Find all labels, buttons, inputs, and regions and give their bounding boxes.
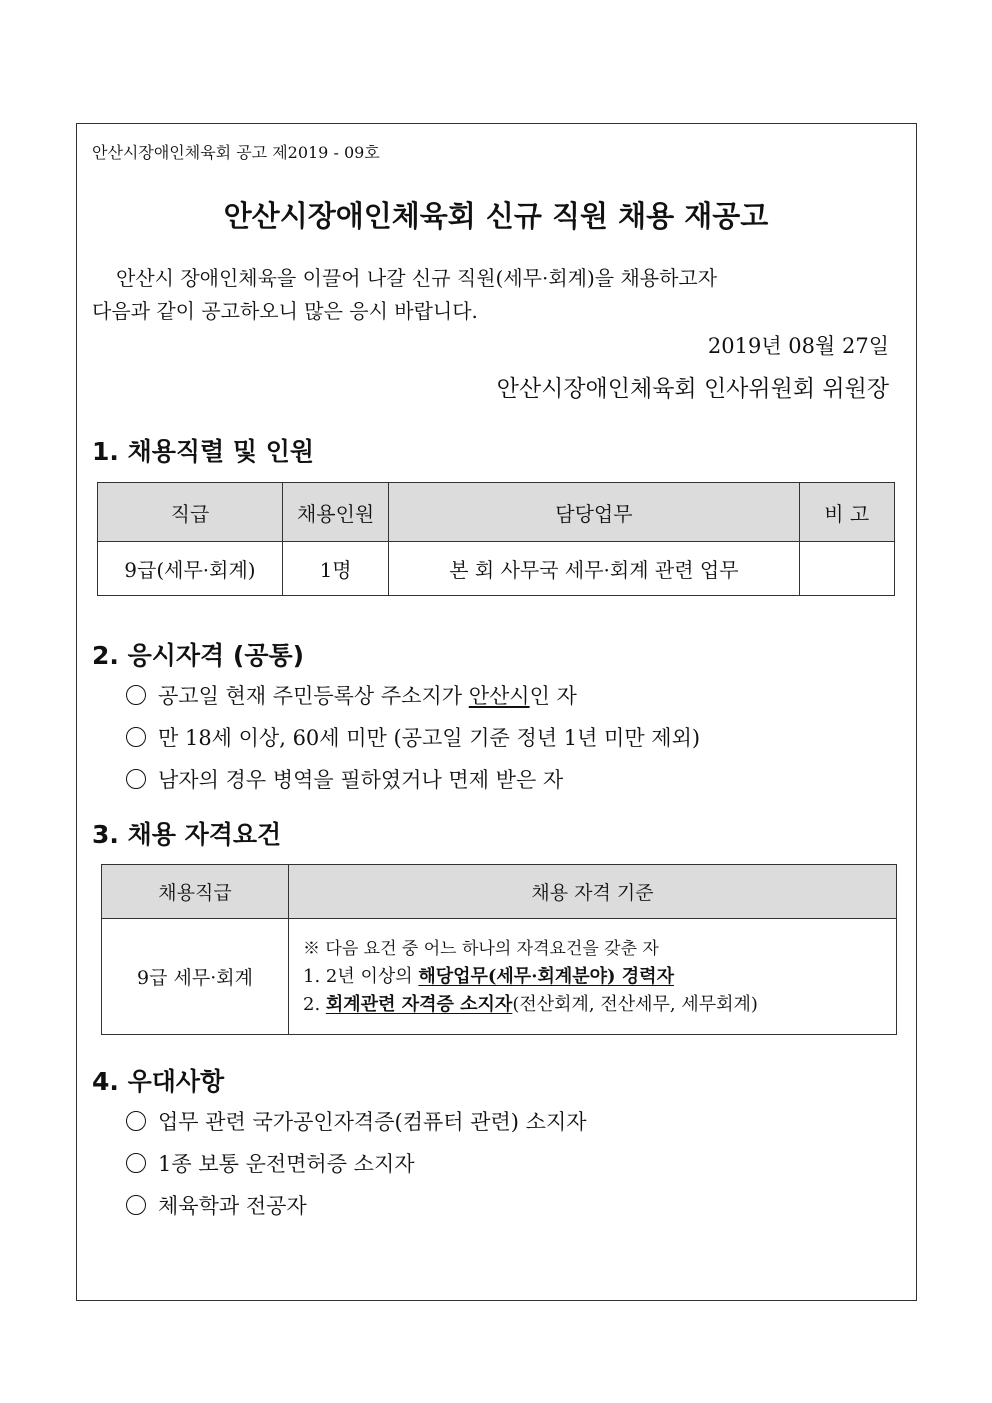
requirements-table (101, 864, 897, 1035)
table-header-row (102, 865, 897, 919)
table-cell (799, 542, 894, 596)
notice-number: 안산시장애인체육회 공고 제2019 - 09호 (92, 143, 380, 162)
item-text: 남자의 경우 병역을 필하였거나 면제 받은 자 (158, 768, 564, 792)
list-item (126, 1190, 307, 1220)
requirement-text: (전산회계, 전산세무, 세무회계) (512, 993, 758, 1015)
column-header: 채용직급 (102, 865, 289, 919)
table-row (102, 919, 897, 1035)
circle-bullet-icon (126, 769, 146, 789)
item-text: 만 18세 이상, 60세 미만 (공고일 기준 정년 1년 미만 제외) (158, 726, 701, 750)
requirement-emphasis: 해당업무(세무·회계분야) 경력자 (418, 965, 674, 987)
item-text: 공고일 현재 주민등록상 주소지가 (158, 684, 469, 708)
requirement-line-2 (303, 991, 896, 1019)
item-text: 인 자 (529, 684, 577, 708)
table-row (98, 542, 895, 596)
column-header: 담당업무 (389, 483, 799, 542)
list-item (126, 722, 700, 752)
section3-heading: 3. 채용 자격요건 (92, 820, 282, 849)
grade-cell: 9급 세무·회계 (102, 919, 289, 1035)
circle-bullet-icon (126, 685, 146, 705)
item-text: 체육학과 전공자 (158, 1194, 307, 1218)
requirements-cell (289, 919, 897, 1035)
list-item (126, 680, 577, 710)
positions-table (97, 482, 895, 596)
requirement-emphasis: 회계관련 자격증 소지자 (325, 993, 513, 1015)
item-text: 업무 관련 국가공인자격증(컴퓨터 관련) 소지자 (158, 1110, 587, 1134)
item-underlined-text: 안산시 (468, 684, 530, 708)
column-header: 채용 자격 기준 (289, 865, 897, 919)
list-item (126, 764, 563, 794)
intro-line-2: 다음과 같이 공고하오니 많은 응시 바랍니다. (92, 299, 478, 323)
list-item (126, 1106, 587, 1136)
announcement-date: 2019년 08월 27일 (707, 334, 889, 358)
intro-line-1: 안산시 장애인체육을 이끌어 나갈 신규 직원(세무·회계)을 채용하고자 (116, 266, 718, 290)
circle-bullet-icon (126, 1111, 146, 1131)
circle-bullet-icon (126, 1153, 146, 1173)
requirement-line-1 (303, 963, 896, 991)
table-cell: 1명 (282, 542, 388, 596)
section1-heading: 1. 채용직렬 및 인원 (92, 437, 315, 466)
item-text: 1종 보통 운전면허증 소지자 (158, 1152, 415, 1176)
section4-heading: 4. 우대사항 (92, 1067, 225, 1096)
table-cell: 본 회 사무국 세무·회계 관련 업무 (389, 542, 799, 596)
table-header-row (98, 483, 895, 542)
page-title: 안산시장애인체육회 신규 직원 채용 재공고 (223, 199, 769, 233)
issuer-signature: 안산시장애인체육회 인사위원회 위원장 (496, 376, 889, 402)
column-header: 직급 (98, 483, 283, 542)
table-cell: 9급(세무·회계) (98, 542, 283, 596)
circle-bullet-icon (126, 1195, 146, 1215)
requirement-text: 1. 2년 이상의 (303, 965, 419, 987)
requirement-text: 2. (303, 993, 326, 1015)
requirement-note: ※ 다음 요건 중 어느 하나의 자격요건을 갖춘 자 (303, 938, 659, 959)
section2-heading: 2. 응시자격 (공통) (92, 641, 305, 670)
circle-bullet-icon (126, 727, 146, 747)
list-item (126, 1148, 415, 1178)
column-header: 채용인원 (282, 483, 388, 542)
column-header: 비 고 (799, 483, 894, 542)
